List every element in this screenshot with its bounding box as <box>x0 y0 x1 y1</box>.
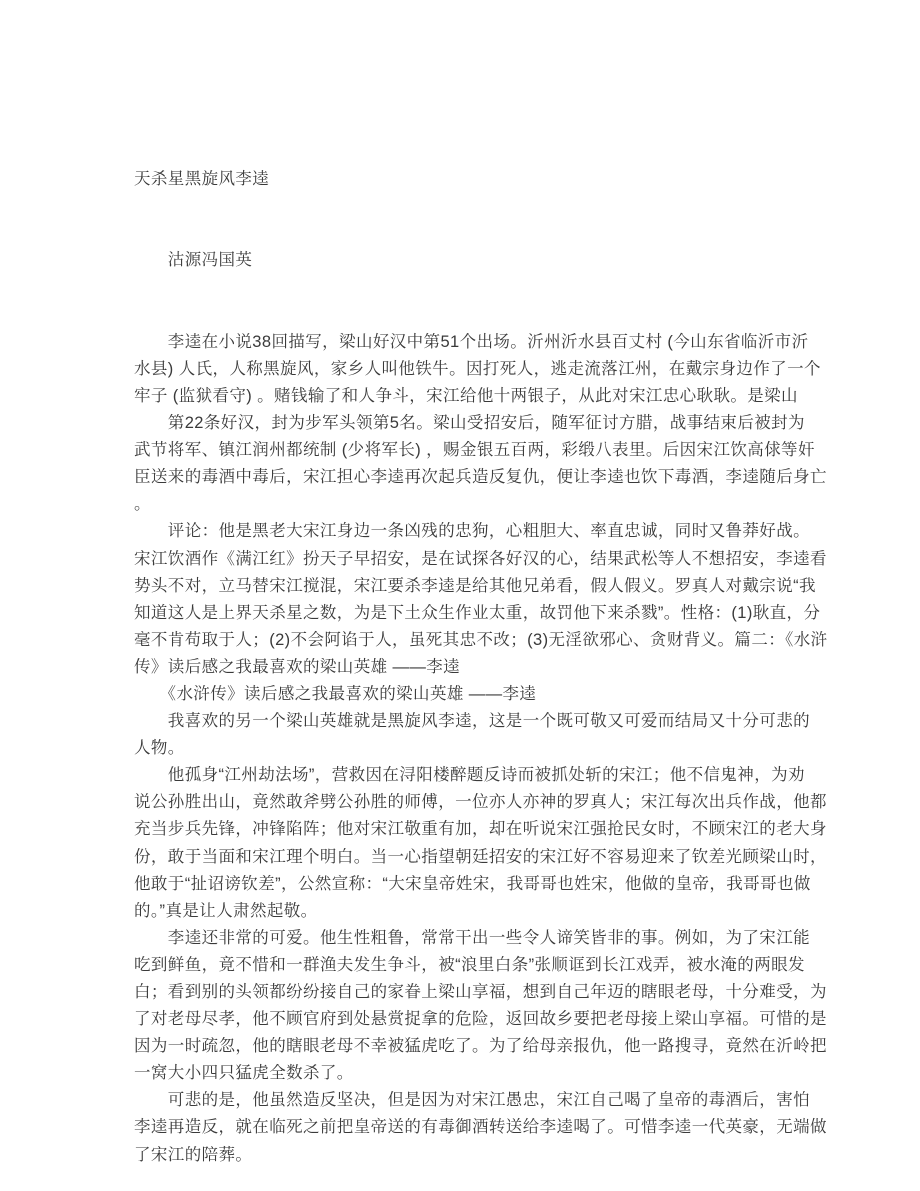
text-line: 李逵还非常的可爱。他生性粗鲁，常常干出一些令人谛笑皆非的事。例如，为了宋江能 <box>134 928 810 947</box>
document-title: 天杀星黑旋风李逵 <box>134 170 270 189</box>
document-text <box>134 112 828 1191</box>
text-line: 李逵在小说38回描写，梁山好汉中第51个出场。沂州沂水县百丈村 (今山东省临沂市沂 <box>134 332 809 351</box>
text-line: 份，敢于当面和宋江理个明白。当一心指望朝廷招安的宋江好不容易迎来了钦差光顾梁山时， <box>134 847 827 866</box>
text-line: 李逵再造反，就在临死之前把皇帝送的有毒御酒转送给李逵喝了。可惜李逵一代英豪，无端做 <box>134 1118 827 1137</box>
text-line: 。 <box>134 495 151 514</box>
text-line: 他敢于“扯诏谤钦差”，公然宣称：“大宋皇帝姓宋，我哥哥也姓宋，他做的皇帝，我哥哥也做 <box>134 874 811 893</box>
text-line: 白；看到别的头领都纷纷接自己的家眷上梁山享福，想到自己年迈的瞎眼老母，十分难受，为 <box>134 983 827 1001</box>
text-line: 可悲的是，他虽然造反坚决，但是因为对宋江愚忠，宋江自己喝了皇帝的毒酒后，害怕 <box>134 1091 810 1110</box>
text-line: 知道这人是上界天杀星之数，为是下土众生作业太重，故罚他下来杀戮”。性格：(1)耿直，分 <box>134 603 821 622</box>
document-byline: 沽源冯国英 <box>134 251 253 270</box>
text-line: 人物。 <box>134 739 185 758</box>
text-line: 说公孙胜出山，竟然敢斧劈公孙胜的师傅，一位亦人亦神的罗真人；宋江每次出兵作战，他都 <box>134 793 827 812</box>
text-line: 评论：他是黑老大宋江身边一条凶残的忠狗，心粗胆大、率直忠诚，同时又鲁莽好战。 <box>134 522 810 541</box>
text-line: 了宋江的陪葬。 <box>134 1145 253 1164</box>
document-body <box>134 329 828 1169</box>
text-line: 臣送来的毒酒中毒后，宋江担心李逵再次起兵造反复仇，便让李逵也饮下毒酒，李逵随后身亡 <box>134 468 827 487</box>
text-line: 牢子 (监狱看守) 。赌钱输了和人争斗，宋江给他十两银子，从此对宋江忠心耿耿。是梁山 <box>134 386 798 405</box>
text-line: 第22条好汉，封为步军头领第5名。梁山受招安后，随军征讨方腊，战事结束后被封为 <box>134 414 805 433</box>
text-line: 了对老母尽孝，他不顾官府到处悬赏捉拿的危险，返回故乡要把老母接上梁山享福。可惜的是 <box>134 1010 827 1029</box>
text-line: 毫不肯苟取于人；(2)不会阿谄于人，虽死其忠不改；(3)无淫欲邪心、贪财背义。篇二：《水浒 <box>134 630 828 649</box>
text-line: 武节将军、镇江润州都统制 (少将军长) ，赐金银五百两，彩缎八表里。后因宋江饮高俅等奸 <box>134 441 815 460</box>
text-line: 势头不对，立马替宋江搅混，宋江要杀李逵是给其他兄弟看，假人假义。罗真人对戴宗说“我 <box>134 576 816 595</box>
text-line: 因为一时疏忽，他的瞎眼老母不幸被猛虎吃了。为了给母亲报仇，他一路搜寻，竟然在沂岭把 <box>134 1037 827 1056</box>
text-line: 的。”真是让人肃然起敬。 <box>134 901 318 920</box>
text-line: 宋江饮酒作《满江红》扮天子早招安，是在试探各好汉的心，结果武松等人不想招安，李逵看 <box>134 549 827 568</box>
text-line: 传》读后感之我最喜欢的梁山英雄 ——李逵 <box>134 657 461 676</box>
text-line: 吃到鲜鱼，竟不惜和一群渔夫发生争斗，被“浪里白条”张顺诓到长江戏弄，被水淹的两眼发 <box>134 955 805 974</box>
text-line: 一窝大小四只猛虎全数杀了。 <box>134 1064 354 1083</box>
text-line: 他孤身“江州劫法场”，营救因在浔阳楼醉题反诗而被抓处斩的宋江；他不信鬼神，为劝 <box>134 766 805 785</box>
text-line: 充当步兵先锋，冲锋陷阵；他对宋江敬重有加，却在听说宋江强抢民女时，不顾宋江的老大身 <box>134 820 827 839</box>
text-line: 我喜欢的另一个梁山英雄就是黑旋风李逵，这是一个既可敬又可爱而结局又十分可悲的 <box>134 712 810 731</box>
text-line: 水县) 人氏，人称黑旋风，家乡人叫他铁牛。因打死人，逃走流落江州，在戴宗身边作了一个 <box>134 359 821 378</box>
text-line: 《水浒传》读后感之我最喜欢的梁山英雄 ——李逵 <box>134 684 537 703</box>
